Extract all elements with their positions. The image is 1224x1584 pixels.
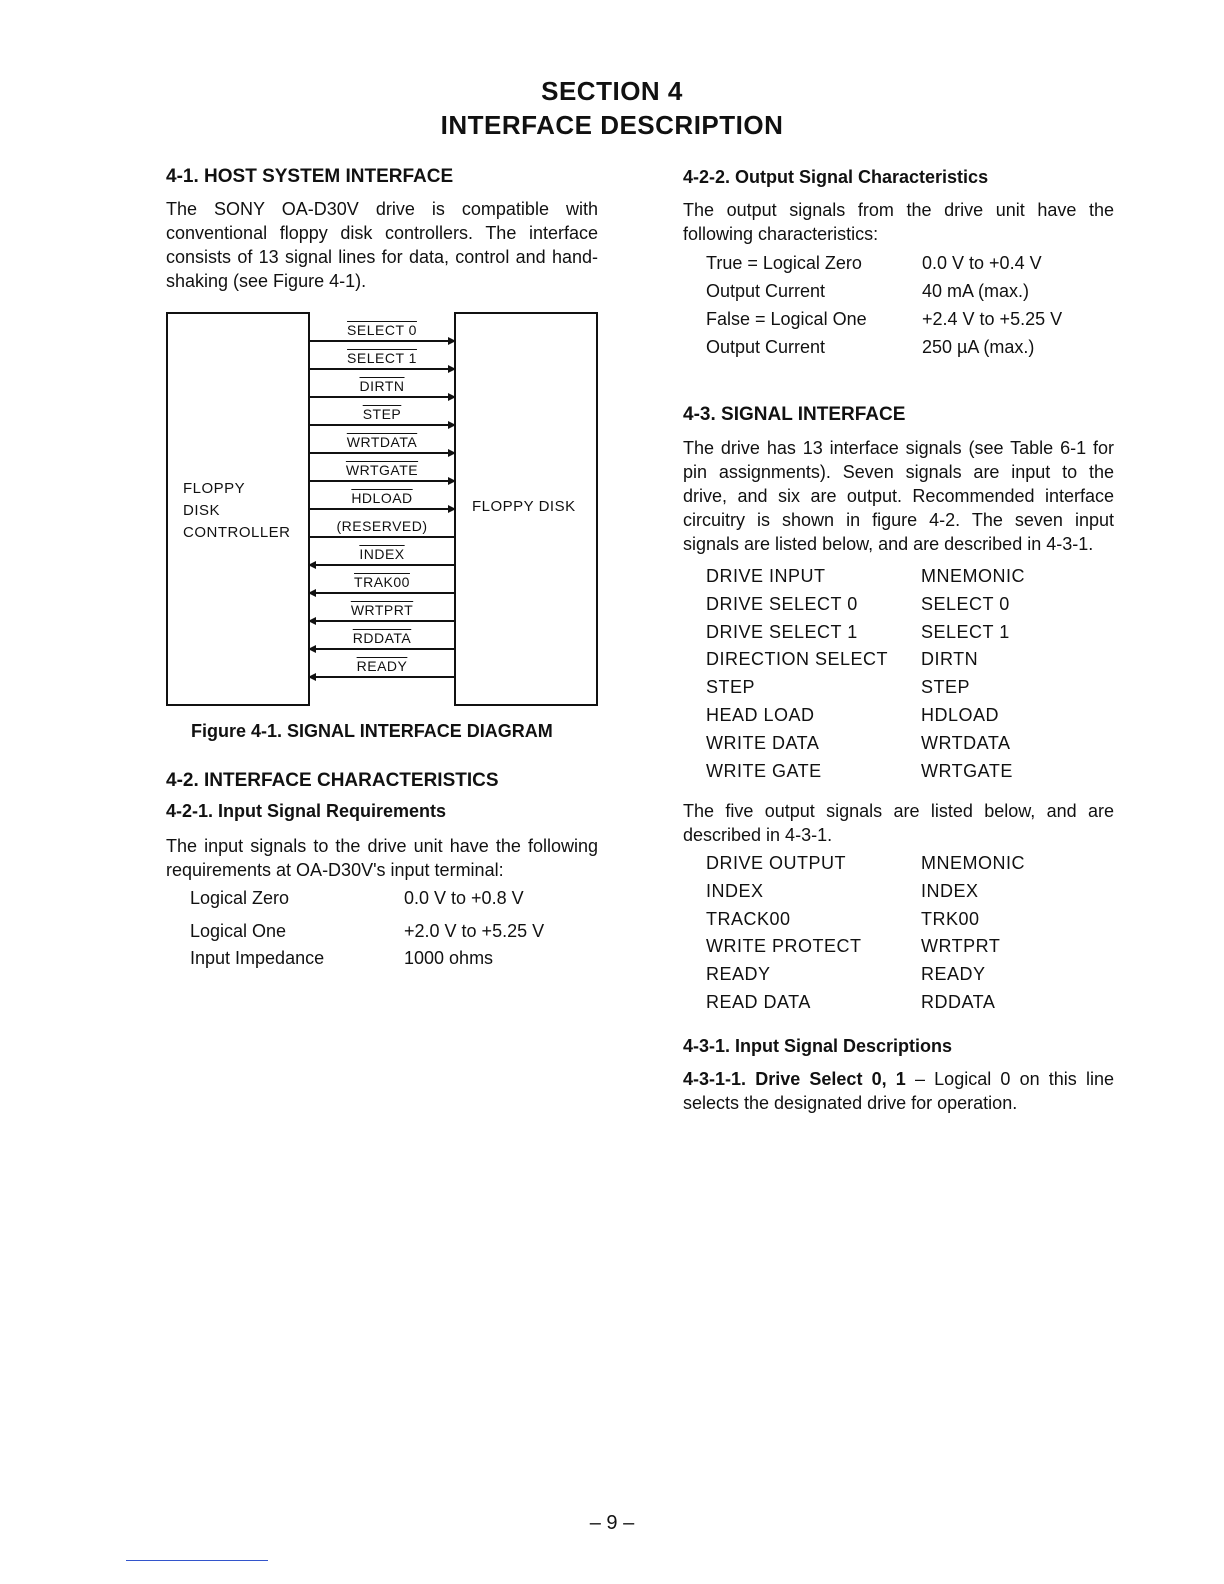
heading-4-2-2: 4-2-2. Output Signal Characteristics: [683, 167, 989, 187]
row-key: True = Logical Zero: [706, 253, 862, 273]
signal-name: DRIVE SELECT 0: [706, 593, 858, 614]
signal-mnemonic: HDLOAD: [921, 705, 1000, 725]
paragraph-4-1: The SONY OA-D30V drive is compatible with conventional floppy disk controllers. The interface consists of 13 signal lines for data, control and hand-shaking (see Figure 4-1).: [166, 199, 598, 291]
arrow-left-icon: [308, 673, 316, 681]
signal-name: DIRECTION SELECT: [706, 649, 889, 670]
heading-4-2-1: 4-2-1. Input Signal Requirements: [166, 801, 447, 821]
signal-mnemonic: WRTPRT: [921, 936, 1001, 957]
signal-row: [310, 622, 454, 650]
controller-label: [183, 478, 291, 544]
signal-label: [310, 462, 454, 478]
signal-name: INDEX: [359, 546, 405, 562]
signal-interface-diagram: [166, 312, 598, 706]
heading-4-3-1-1: 4-3-1-1. Drive Select 0, 1: [683, 1069, 906, 1089]
row-key: Logical Zero: [190, 888, 290, 908]
signal-row: [310, 426, 454, 454]
row-value: +2.4 V to +5.25 V: [922, 309, 1063, 329]
row-value: +2.0 V to +5.25 V: [404, 921, 545, 941]
input-req-row: [190, 921, 545, 942]
signal-row: [310, 594, 454, 622]
row-value: 0.0 V to +0.4 V: [922, 253, 1042, 273]
signal-name: TRACK00: [706, 908, 791, 929]
row-key: False = Logical One: [706, 309, 867, 329]
signal-label: [310, 574, 454, 590]
signal-row: [310, 510, 454, 538]
output-char-row: [706, 281, 1030, 302]
controller-label-line: FLOPPY: [183, 480, 246, 497]
heading-4-2: 4-2. INTERFACE CHARACTERISTICS: [166, 770, 499, 791]
signal-name: READY: [356, 658, 408, 674]
signal-mnemonic: SELECT 0: [921, 593, 1010, 614]
output-signal-row: [706, 880, 979, 902]
heading-4-1: 4-1. HOST SYSTEM INTERFACE: [166, 166, 454, 187]
output-char-row: [706, 337, 1035, 358]
signal-name: INDEX: [706, 880, 764, 901]
controller-label-line: CONTROLLER: [183, 524, 291, 541]
signal-mnemonic: MNEMONIC: [921, 566, 1025, 586]
figure-caption: Figure 4-1. SIGNAL INTERFACE DIAGRAM: [191, 721, 553, 741]
signal-mnemonic: WRTDATA: [921, 732, 1011, 753]
input-signal-row: [706, 649, 979, 670]
controller-label-line: DISK: [183, 502, 221, 519]
signal-name: WRITE GATE: [706, 760, 822, 781]
input-signal-row: [706, 677, 971, 698]
heading-4-3: 4-3. SIGNAL INTERFACE: [683, 404, 906, 425]
signal-row: [310, 314, 454, 342]
signal-label: [310, 322, 454, 338]
signal-label: [310, 434, 454, 450]
signal-label: [310, 658, 454, 674]
signal-mnemonic: TRK00: [921, 908, 980, 929]
heading-4-3-1: 4-3-1. Input Signal Descriptions: [683, 1036, 953, 1056]
paragraph-4-2-1: The input signals to the drive unit have the following requirements at OA-D30V's input terminal:: [166, 836, 598, 880]
signal-label: [310, 518, 454, 534]
signal-name: STEP: [706, 677, 756, 698]
output-signal-row: [706, 908, 980, 930]
output-char-row: [706, 253, 1042, 274]
signal-name: WRTPRT: [350, 602, 414, 618]
signal-label: [310, 406, 454, 422]
signal-name: WRITE DATA: [706, 732, 820, 753]
output-signal-row: [706, 964, 986, 985]
page-number: – 9 –: [589, 1512, 635, 1534]
signal-name: WRTDATA: [346, 434, 418, 450]
signal-name: SELECT 0: [347, 322, 417, 338]
output-char-row: [706, 309, 1063, 330]
signal-name: SELECT 1: [347, 350, 417, 366]
signal-name: DRIVE SELECT 1: [706, 621, 858, 642]
signal-mnemonic: WRTGATE: [921, 760, 1013, 781]
signal-row: [310, 398, 454, 426]
input-signal-row: [706, 593, 1010, 615]
signal-name: WRTGATE: [345, 462, 419, 478]
signal-name: HEAD LOAD: [706, 705, 815, 725]
paragraph-4-3-outputs: The five output signals are listed below, and are described in 4-3-1.: [683, 801, 1114, 845]
output-signal-row: [706, 992, 996, 1013]
signal-label: [310, 378, 454, 394]
signal-name: TRAK00: [354, 574, 410, 590]
signal-name: DRIVE INPUT: [706, 566, 826, 586]
signal-mnemonic: STEP: [921, 677, 971, 698]
row-key: Input Impedance: [190, 948, 325, 968]
signal-mnemonic: INDEX: [921, 880, 979, 901]
input-signal-row: [706, 705, 1000, 726]
footer-line: [126, 1560, 268, 1561]
row-key: Logical One: [190, 921, 287, 941]
signal-row: [310, 370, 454, 398]
signal-mnemonic: RDDATA: [921, 992, 996, 1012]
output-signal-row: [706, 936, 1001, 957]
signal-row: [310, 650, 454, 678]
signal-row: [310, 342, 454, 370]
signal-name: STEP: [362, 406, 402, 422]
signal-name: RDDATA: [352, 630, 412, 646]
signal-label: [310, 546, 454, 562]
row-value: 1000 ohms: [404, 948, 494, 968]
signal-row: [310, 566, 454, 594]
input-req-row: [190, 948, 494, 969]
signal-row: [310, 482, 454, 510]
row-value: 0.0 V to +0.8 V: [404, 888, 524, 908]
signal-mnemonic: SELECT 1: [921, 621, 1010, 642]
signal-name: (RESERVED): [336, 518, 428, 534]
section-number: SECTION 4: [541, 76, 683, 106]
paragraph-4-3: The drive has 13 interface signals (see Table 6-1 for pin assignments). Seven signals are input to the drive, and six are output. Recommended interface circuitry is shown in figure 4-2. The seven input signals are listed below, and are described in 4-3-1.: [683, 438, 1114, 554]
paragraph-4-2-2: The output signals from the drive unit have the following characteristics:: [683, 200, 1114, 244]
signal-mnemonic: MNEMONIC: [921, 853, 1025, 873]
row-value: 40 mA (max.): [922, 281, 1030, 301]
signal-name: DIRTN: [359, 378, 405, 394]
output-signal-row: [706, 853, 1025, 874]
row-value: 250 µA (max.): [922, 337, 1035, 357]
signal-row: [310, 538, 454, 566]
text-4-3-1-1: – Logical 0 on this line selects the designated drive for operation.: [683, 1069, 1114, 1113]
signal-label: [310, 630, 454, 646]
paragraph-4-3-1-1: [683, 1067, 1114, 1115]
signal-name: READ DATA: [706, 992, 811, 1012]
input-req-row: [190, 888, 524, 909]
page-title: [0, 74, 1224, 142]
input-signal-row: [706, 732, 1011, 754]
signal-name: DRIVE OUTPUT: [706, 853, 847, 873]
input-signal-row: [706, 566, 1025, 587]
controller-box: [166, 312, 310, 706]
signal-line: [310, 676, 454, 678]
signal-row: [310, 454, 454, 482]
signal-label: [310, 490, 454, 506]
signal-name: WRITE PROTECT: [706, 936, 862, 957]
signal-mnemonic: READY: [921, 964, 986, 985]
signal-name: READY: [706, 964, 771, 985]
row-key: Output Current: [706, 337, 826, 357]
input-signal-row: [706, 760, 1013, 782]
signal-label: [310, 602, 454, 618]
signal-name: HDLOAD: [351, 490, 413, 506]
signal-mnemonic: DIRTN: [921, 649, 979, 670]
signal-label: [310, 350, 454, 366]
section-title: INTERFACE DESCRIPTION: [440, 110, 784, 140]
disk-label: FLOPPY DISK: [472, 498, 576, 515]
input-signal-row: [706, 621, 1010, 643]
row-key: Output Current: [706, 281, 826, 301]
